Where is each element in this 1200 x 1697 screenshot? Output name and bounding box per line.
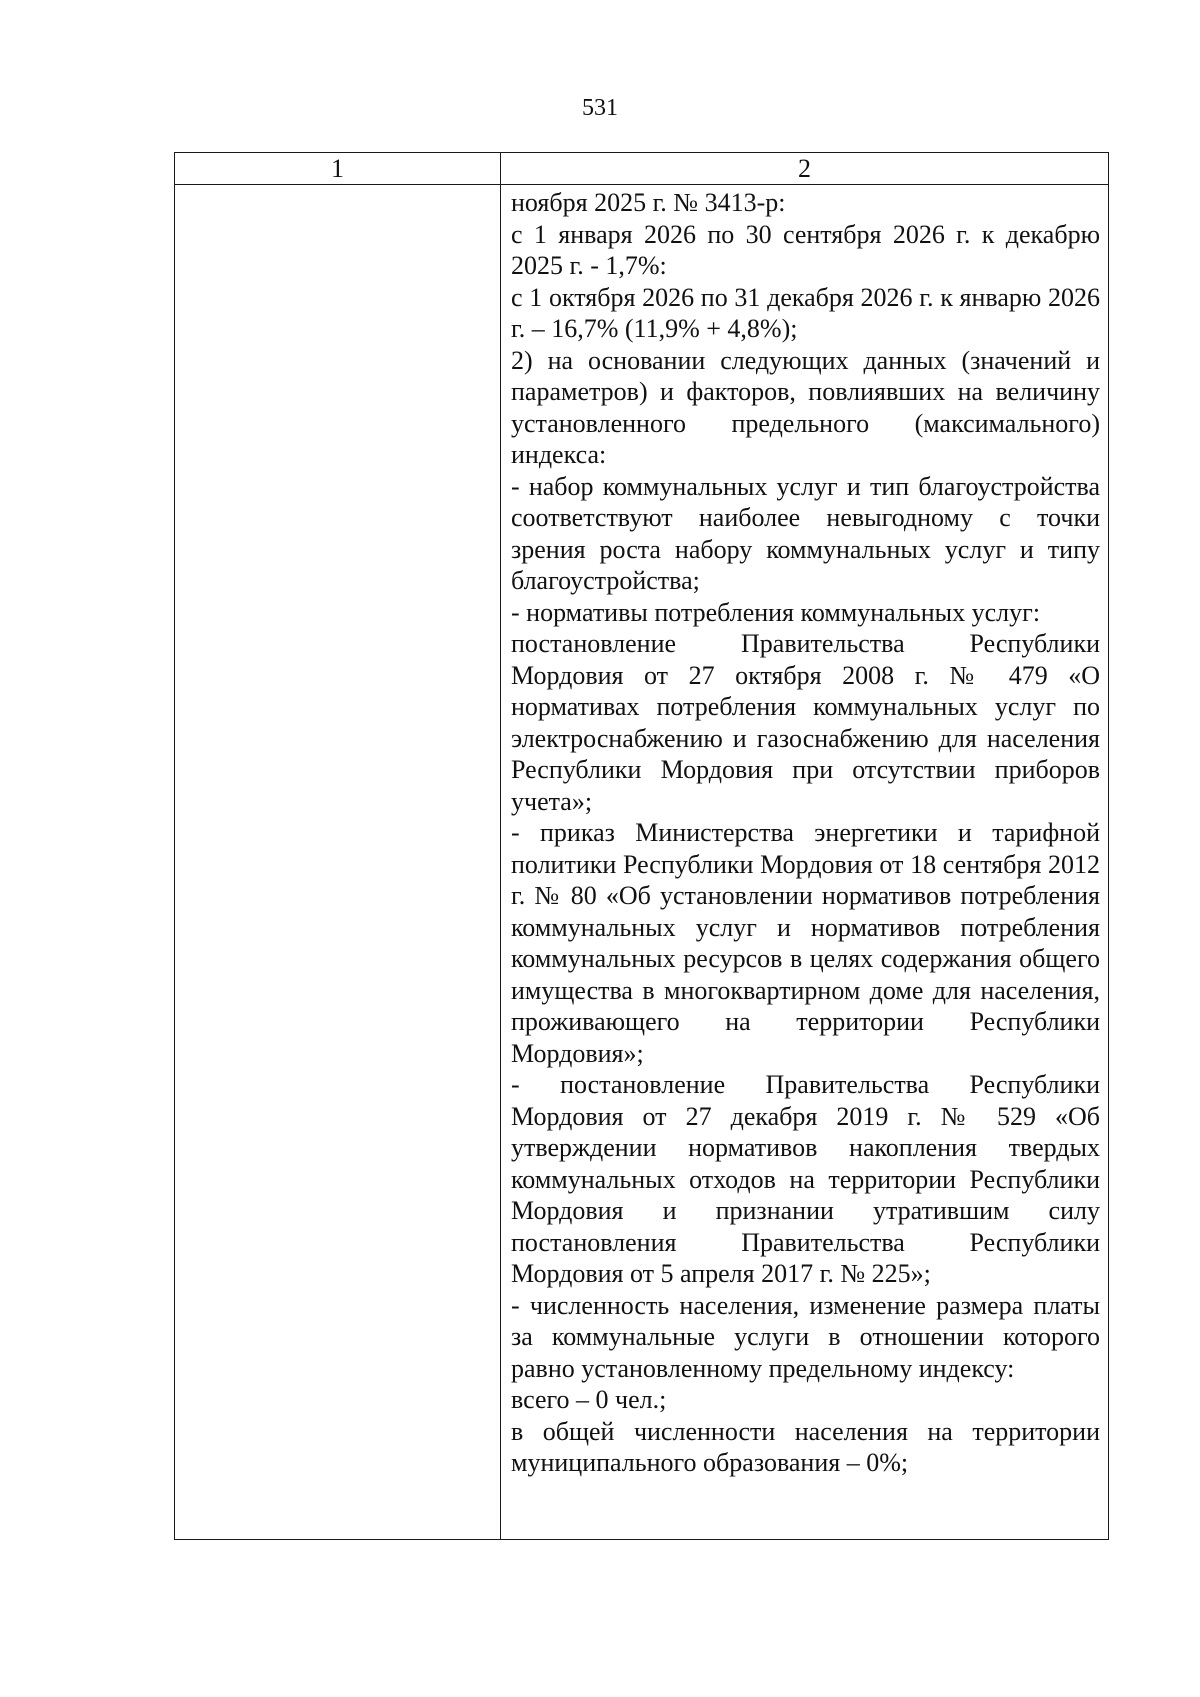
paragraph: с 1 октября 2026 по 31 декабря 2026 г. к январю 2026 г. – 16,7% (11,9% + 4,8%); [511,282,1100,343]
page-number: 531 [582,95,618,121]
paragraph: с 1 января 2026 по 30 сентября 2026 г. к декабрю 2025 г. - 1,7%: [511,219,1100,280]
paragraph: всего – 0 чел.; [511,1385,667,1414]
paragraph: - численность населения, изменение размера платы за коммунальные услуги в отношении которого равно установленному предельному индексу: [511,1290,1100,1383]
column-2-cell [501,185,1109,1540]
table-row [175,185,1109,1540]
column-1-cell [175,185,501,1540]
paragraph: - постановление Правительства Республики Мордовия от 27 декабря 2019 г. № 529 «Об утверждении нормативов накопления твердых коммунальных отходов на территории Республики Мордовия и признании утратившим силу постановления Правительства Республики Мордовия от 5 апреля 2017 г. № 225»; [511,1070,1100,1288]
column-header-1: 1 [175,153,501,185]
paragraph: постановление Правительства Республики Мордовия от 27 октября 2008 г. № 479 «О нормативах потребления коммунальных услуг по электроснабжению и газоснабжению для населения Республики Мордовия при отсутствии приборов учета»; [511,629,1100,816]
paragraph: - приказ Министерства энергетики и тарифной политики Республики Мордовия от 18 сентября 2012 г. № 80 «Об установлении нормативов потребления коммунальных услуг и нормативов потребления коммунальных ресурсов в целях содержания общего имущества в многоквартирном доме для населения, проживающего на территории Республики Мордовия»; [511,818,1100,1068]
document-table [174,152,1109,1540]
column-header-2: 2 [501,153,1109,185]
table-header-row [175,153,1109,185]
paragraph: - нормативы потребления коммунальных услуг: [511,597,1041,627]
paragraph: ноября 2025 г. № 3413-р: [511,188,786,217]
paragraph: в общей численности населения на территории муниципального образования – 0%; [511,1416,1100,1477]
cell-text-block [501,185,1108,1479]
paragraph: 2) на основании следующих данных (значений и параметров) и факторов, повлиявших на величину установленного предельного (максимального) индекса: [511,345,1100,469]
paragraph: - набор коммунальных услуг и тип благоустройства соответствуют наиболее невыгодному с точки зрения роста набору коммунальных услуг и типу благоустройства; [511,471,1100,595]
